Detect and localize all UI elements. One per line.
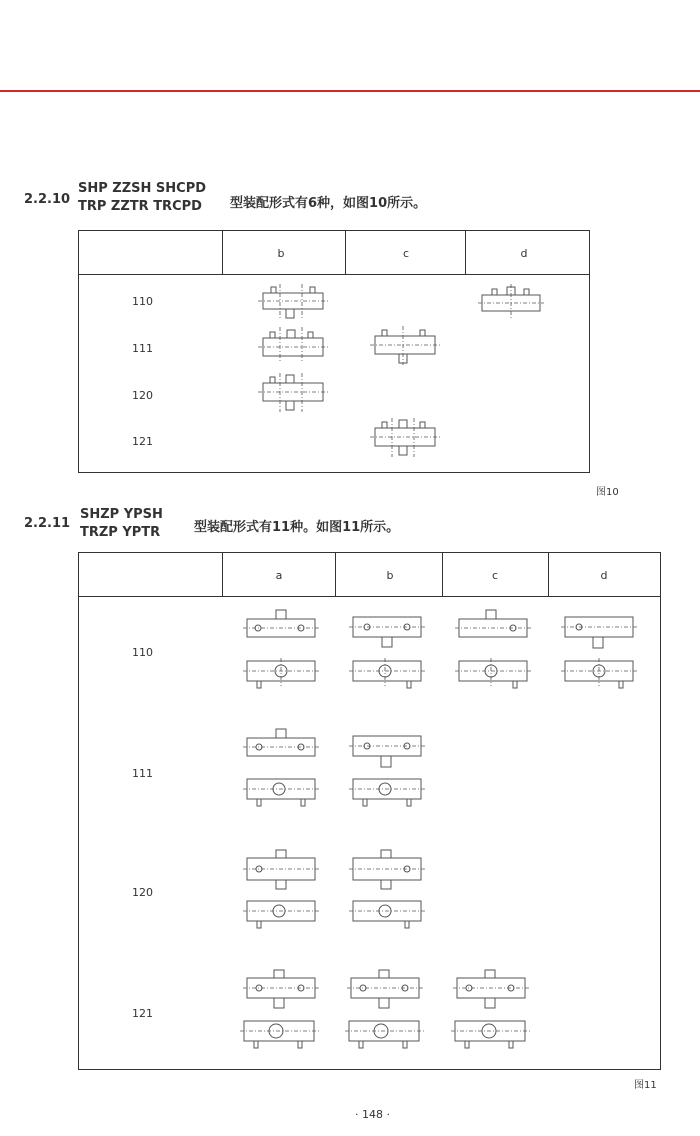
row-label-121: 121 [132, 435, 153, 448]
column-divider [465, 230, 466, 275]
assembly-diagram [561, 607, 637, 651]
assembly-diagram [370, 326, 442, 366]
column-divider [222, 552, 223, 597]
page-number: · 148 · [355, 1108, 390, 1121]
row-label-120: 120 [132, 389, 153, 402]
figure-caption: 图10 [596, 487, 619, 498]
assembly-diagram [243, 607, 319, 643]
figure-caption: 图11 [634, 1080, 657, 1091]
section-description: 型装配形式有11种。如图11所示。 [194, 520, 400, 535]
assembly-diagram [370, 418, 442, 458]
column-header-d: d [600, 569, 608, 582]
assembly-table-10 [78, 230, 590, 473]
assembly-diagram [478, 284, 544, 320]
assembly-diagram [243, 726, 319, 762]
column-header-b: b [277, 247, 285, 260]
assembly-diagram [451, 1018, 531, 1054]
models-line-2: TRZP YPTR [80, 525, 161, 540]
assembly-diagram [243, 898, 319, 932]
assembly-diagram [349, 848, 425, 892]
assembly-diagram [349, 658, 425, 690]
column-divider [222, 230, 223, 275]
section-models [78, 180, 206, 216]
assembly-diagram [349, 726, 425, 770]
row-label-110: 110 [132, 295, 153, 308]
assembly-diagram [349, 607, 425, 649]
models-line-1: SHZP YPSH [80, 507, 163, 522]
column-header-d: d [520, 247, 528, 260]
assembly-diagram [561, 658, 637, 690]
assembly-diagram [455, 607, 531, 643]
column-header-a: a [275, 569, 283, 582]
row-label-111: 111 [132, 767, 153, 780]
section-number: 2.2.10 [24, 192, 71, 207]
assembly-diagram [347, 968, 423, 1012]
assembly-diagram [453, 968, 529, 1012]
assembly-diagram [243, 848, 319, 892]
column-divider [335, 552, 336, 597]
assembly-diagram [455, 658, 531, 690]
row-label-110: 110 [132, 646, 153, 659]
header-rule [0, 90, 700, 92]
assembly-diagram [258, 373, 330, 413]
row-label-121: 121 [132, 1007, 153, 1020]
column-divider [548, 552, 549, 597]
assembly-diagram [243, 658, 319, 690]
table-header-rule [78, 596, 661, 597]
assembly-diagram [258, 282, 330, 320]
row-label-111: 111 [132, 342, 153, 355]
assembly-diagram [349, 898, 425, 932]
models-line-2: TRP ZZTR TRCPD [78, 199, 202, 214]
assembly-diagram [258, 327, 330, 365]
section-number: 2.2.11 [24, 516, 71, 531]
assembly-diagram [243, 776, 319, 810]
column-divider [442, 552, 443, 597]
column-header-b: b [386, 569, 394, 582]
column-header-c: c [491, 569, 499, 582]
row-label-120: 120 [132, 886, 153, 899]
assembly-diagram [243, 968, 319, 1012]
section-models [80, 506, 163, 542]
models-line-1: SHP ZZSH SHCPD [78, 181, 207, 196]
column-header-c: c [402, 247, 410, 260]
table-header-rule [78, 274, 590, 275]
assembly-diagram [240, 1018, 320, 1054]
assembly-diagram [345, 1018, 425, 1054]
section-description: 型装配形式有6种，如图10所示。 [230, 196, 427, 211]
assembly-diagram [349, 776, 425, 810]
column-divider [345, 230, 346, 275]
